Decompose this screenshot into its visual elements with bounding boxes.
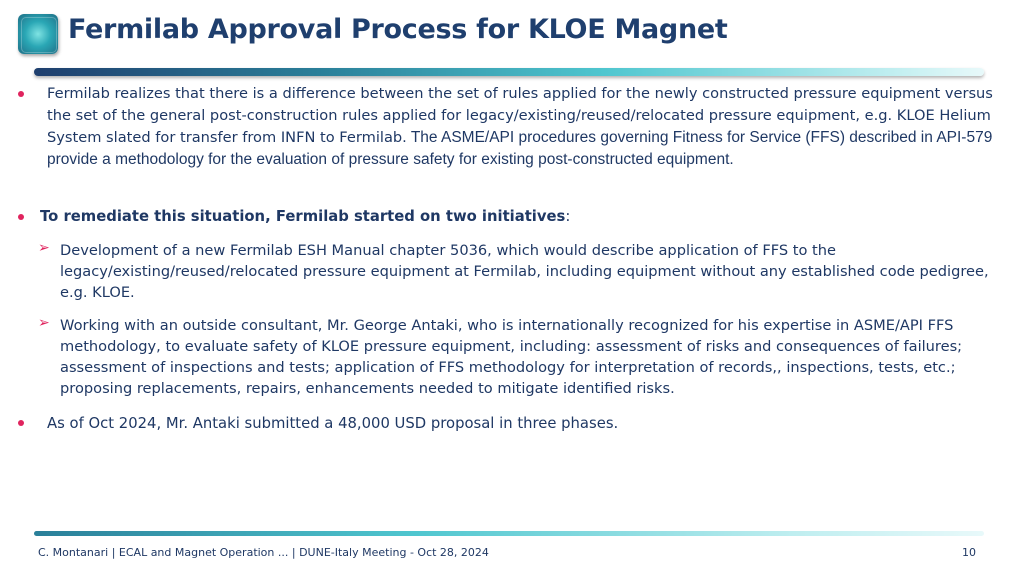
sub-bullet-2: Working with an outside consultant, Mr. George Antaki, who is internationally recognized for his expertise in ASME/API FFS methodology, to evaluate safety of KLOE pressure equipment, including: assessment of risks and consequences of failures; assessment of inspections and tests; application of FFS methodology for interpretation of records,, inspections, tests, etc.; proposing replacements, repairs, enhancements needed to mitigate identified risks. <box>60 317 963 397</box>
bullet-3: As of Oct 2024, Mr. Antaki submitted a 48,000 USD proposal in three phases. <box>47 415 619 432</box>
sub-bullet-1: Development of a new Fermilab ESH Manual chapter 5036, which would describe application of FFS to the legacy/existing/reused/relocated pressure equipment at Fermilab, including equipment without any established code pedigree, e.g. KLOE. <box>60 242 989 301</box>
arrow-bullet-icon: ➢ <box>38 315 50 331</box>
logo-icon <box>18 14 58 54</box>
arrow-bullet-icon: ➢ <box>38 240 50 256</box>
footer-divider <box>34 531 984 536</box>
page-number: 10 <box>962 546 976 559</box>
bullet-dot-icon <box>18 91 24 97</box>
bullet-2 <box>40 206 940 228</box>
footer-text: C. Montanari | ECAL and Magnet Operation ... | DUNE-Italy Meeting - Oct 28, 2024 <box>38 546 489 559</box>
slide-title: Fermilab Approval Process for KLOE Magnet <box>68 14 728 45</box>
bullet-2-suffix: : <box>565 208 571 225</box>
bullet-1-text-a: Fermilab realizes that there is a difference between the set of rules applied for the newly constructed pressure equipment versus the set of the general post-construction rules applied for legacy/existing/reused/relocated pressure equipment, e.g. KLOE Helium System slated for transfer from INFN to Fermilab. <box>47 85 993 146</box>
bullet-2-bold: To remediate this situation, Fermilab started on two initiatives <box>40 208 566 225</box>
bullet-1-text-b: The ASME/API procedures governing Fitness for Service (FFS) described in API-579 provide a methodology for the evaluation of pressure safety for existing post-constructed equipment. <box>47 129 993 168</box>
bullet-dot-icon <box>18 420 24 426</box>
title-divider <box>34 68 984 76</box>
bullet-1 <box>47 83 1007 171</box>
bullet-dot-icon <box>18 214 24 220</box>
